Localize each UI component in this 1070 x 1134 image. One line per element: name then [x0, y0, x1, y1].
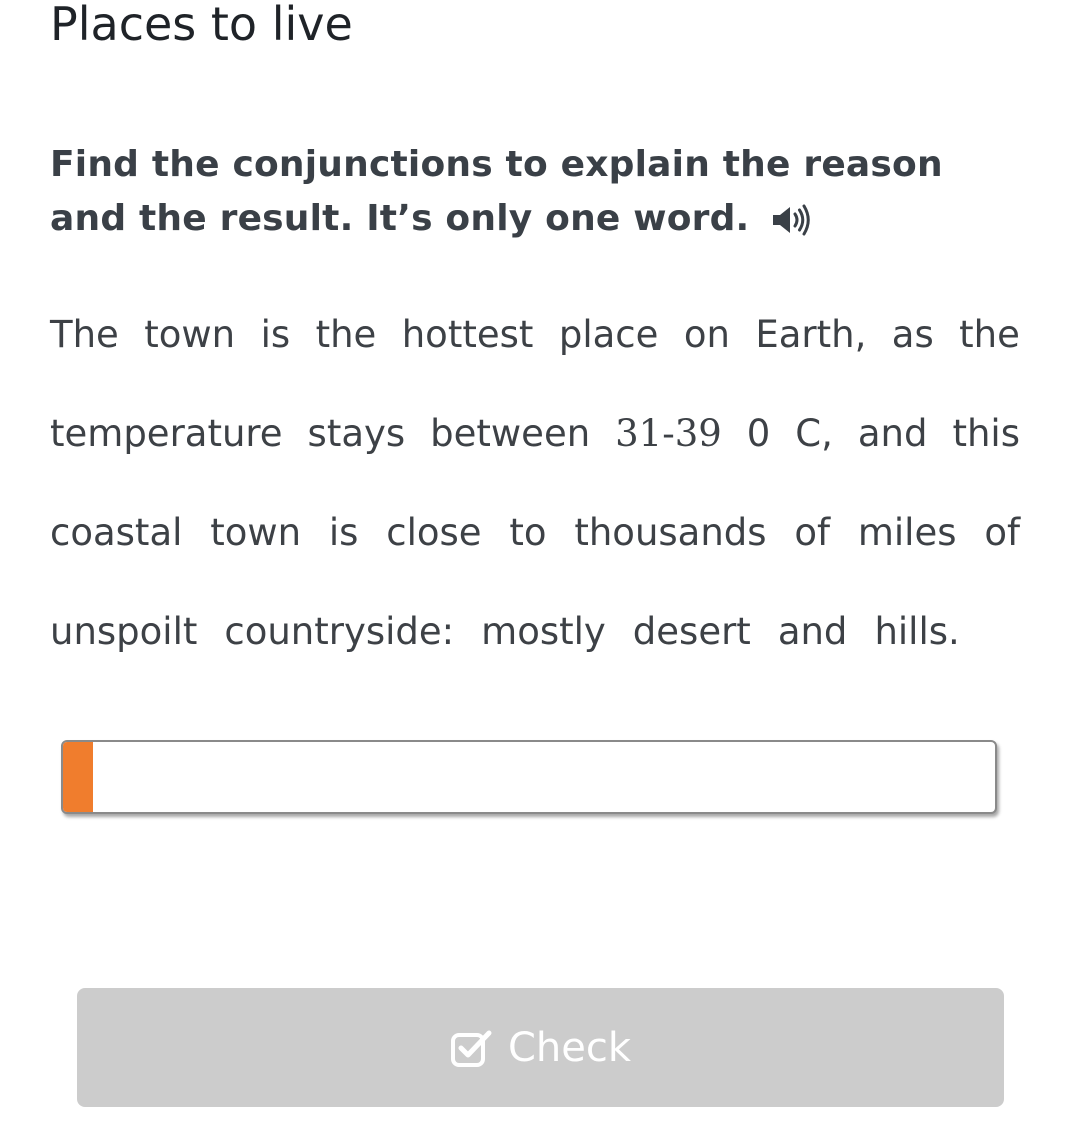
passage-word: hottest — [401, 313, 534, 356]
answer-input[interactable] — [107, 742, 981, 814]
passage-word: countryside: — [224, 610, 455, 653]
passage-word: 0 — [746, 412, 771, 455]
passage-word: on — [683, 313, 730, 356]
checkbox-icon — [450, 1028, 492, 1068]
passage-word: as — [891, 313, 934, 356]
passage-word: this — [952, 412, 1020, 455]
passage-word: temperature — [50, 412, 283, 455]
passage-line — [50, 384, 1020, 483]
answer-field[interactable] — [61, 740, 997, 814]
passage-word: of — [984, 511, 1020, 554]
passage-word: is — [260, 313, 291, 356]
passage-word: unspoilt — [50, 610, 198, 653]
passage-word: of — [794, 511, 831, 554]
passage-word: C, — [795, 412, 833, 455]
passage-word: mostly — [481, 610, 606, 653]
passage-word: is — [328, 511, 359, 554]
passage-word: town — [144, 313, 236, 356]
check-button[interactable] — [77, 988, 1004, 1107]
instruction-text: Find the conjunctions to explain the reason and the result. It’s only one word. — [50, 144, 943, 239]
passage-word: between — [430, 412, 591, 455]
passage-word: the — [959, 313, 1020, 356]
passage-word: hills. — [874, 610, 960, 653]
passage-word: coastal — [50, 511, 183, 554]
passage-word: stays — [307, 412, 406, 455]
passage-line — [50, 582, 1020, 681]
passage-word: thousands — [574, 511, 767, 554]
passage-word: town — [210, 511, 302, 554]
passage-line — [50, 483, 1020, 582]
passage-word: close — [386, 511, 482, 554]
check-button-label: Check — [507, 1024, 632, 1071]
passage-word: to — [509, 511, 547, 554]
passage-word: the — [315, 313, 377, 356]
passage-word: Earth, — [755, 313, 867, 356]
passage-word: and — [777, 610, 848, 653]
answer-field-accent — [63, 742, 93, 812]
passage-word: place — [558, 313, 659, 356]
task-instruction — [50, 138, 1030, 246]
passage-word: and — [857, 412, 928, 455]
page-title: Places to live — [50, 0, 353, 51]
passage-word: miles — [857, 511, 957, 554]
passage-line — [50, 285, 1020, 384]
passage-word: desert — [632, 610, 751, 653]
passage-number: 31-39 — [615, 412, 722, 455]
passage-word: The — [50, 313, 119, 356]
reading-passage — [50, 285, 1020, 681]
speaker-icon[interactable] — [771, 199, 811, 233]
